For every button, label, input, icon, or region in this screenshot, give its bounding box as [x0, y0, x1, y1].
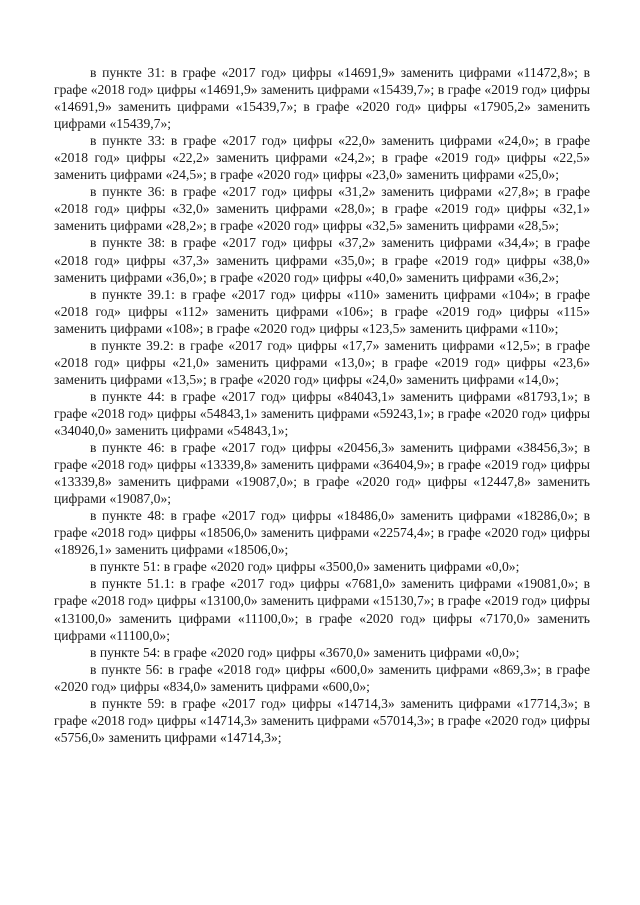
- amendment-item-51-1: в пункте 51.1: в графе «2017 год» цифры «7681,0» заменить цифрами «19081,0»; в графе «2018 год» цифры «13100,0» заменить цифрами «15130,7»; в графе «2019 год» цифры «13100,0» заменить цифрами «11100,0»; в графе «2020 год» цифры «7170,0» заменить цифрами «11100,0»;: [54, 576, 590, 643]
- amendment-item-31: в пункте 31: в графе «2017 год» цифры «14691,9» заменить цифрами «11472,8»; в графе «2018 год» цифры «14691,9» заменить цифрами «15439,7»; в графе «2019 год» цифры «14691,9» заменить цифрами «15439,7»; в графе «2020 год» цифры «17905,2» заменить цифрами «15439,7»;: [54, 65, 590, 132]
- amendment-item-59: в пункте 59: в графе «2017 год» цифры «14714,3» заменить цифрами «17714,3»; в графе «2018 год» цифры «14714,3» заменить цифрами «57014,3»; в графе «2020 год» цифры «5756,0» заменить цифрами «14714,3»;: [54, 695, 590, 745]
- document-page: [54, 64, 590, 746]
- amendment-item-36: в пункте 36: в графе «2017 год» цифры «31,2» заменить цифрами «27,8»; в графе «2018 год» цифры «32,0» заменить цифрами «28,0»; в графе «2019 год» цифры «32,1» заменить цифрами «28,2»; в графе «2020 год» цифры «32,5» заменить цифрами «28,5»;: [54, 184, 590, 234]
- amendment-item-39-2: в пункте 39.2: в графе «2017 год» цифры «17,7» заменить цифрами «12,5»; в графе «2018 год» цифры «21,0» заменить цифрами «13,0»; в графе «2019 год» цифры «23,6» заменить цифрами «13,5»; в графе «2020 год» цифры «24,0» заменить цифрами «14,0»;: [54, 337, 590, 387]
- amendment-item-46: в пункте 46: в графе «2017 год» цифры «20456,3» заменить цифрами «38456,3»; в графе «2018 год» цифры «13339,8» заменить цифрами «36404,9»; в графе «2019 год» цифры «13339,8» заменить цифрами «19087,0»; в графе «2020 год» цифры «12447,8» заменить цифрами «19087,0»;: [54, 440, 590, 507]
- amendment-item-38: в пункте 38: в графе «2017 год» цифры «37,2» заменить цифрами «34,4»; в графе «2018 год» цифры «37,3» заменить цифрами «35,0»; в графе «2019 год» цифры «38,0» заменить цифрами «36,0»; в графе «2020 год» цифры «40,0» заменить цифрами «36,2»;: [54, 235, 590, 285]
- amendment-item-44: в пункте 44: в графе «2017 год» цифры «84043,1» заменить цифрами «81793,1»; в графе «2018 год» цифры «54843,1» заменить цифрами «59243,1»; в графе «2020 год» цифры «34040,0» заменить цифрами «54843,1»;: [54, 388, 590, 438]
- amendment-item-56: в пункте 56: в графе «2018 год» цифры «600,0» заменить цифрами «869,3»; в графе «2020 год» цифры «834,0» заменить цифрами «600,0»;: [54, 661, 590, 694]
- amendment-item-48: в пункте 48: в графе «2017 год» цифры «18486,0» заменить цифрами «18286,0»; в графе «2018 год» цифры «18506,0» заменить цифрами «22574,4»; в графе «2020 год» цифры «18926,1» заменить цифрами «18506,0»;: [54, 508, 590, 558]
- amendment-item-33: в пункте 33: в графе «2017 год» цифры «22,0» заменить цифрами «24,0»; в графе «2018 год» цифры «22,2» заменить цифрами «24,2»; в графе «2019 год» цифры «22,5» заменить цифрами «24,5»; в графе «2020 год» цифры «23,0» заменить цифрами «25,0»;: [54, 133, 590, 183]
- amendment-item-54: в пункте 54: в графе «2020 год» цифры «3670,0» заменить цифрами «0,0»;: [90, 644, 520, 660]
- amendment-item-51: в пункте 51: в графе «2020 год» цифры «3500,0» заменить цифрами «0,0»;: [90, 559, 520, 575]
- amendment-item-39-1: в пункте 39.1: в графе «2017 год» цифры «110» заменить цифрами «104»; в графе «2018 год» цифры «112» заменить цифрами «106»; в графе «2019 год» цифры «115» заменить цифрами «108»; в графе «2020 год» цифры «123,5» заменить цифрами «110»;: [54, 286, 590, 336]
